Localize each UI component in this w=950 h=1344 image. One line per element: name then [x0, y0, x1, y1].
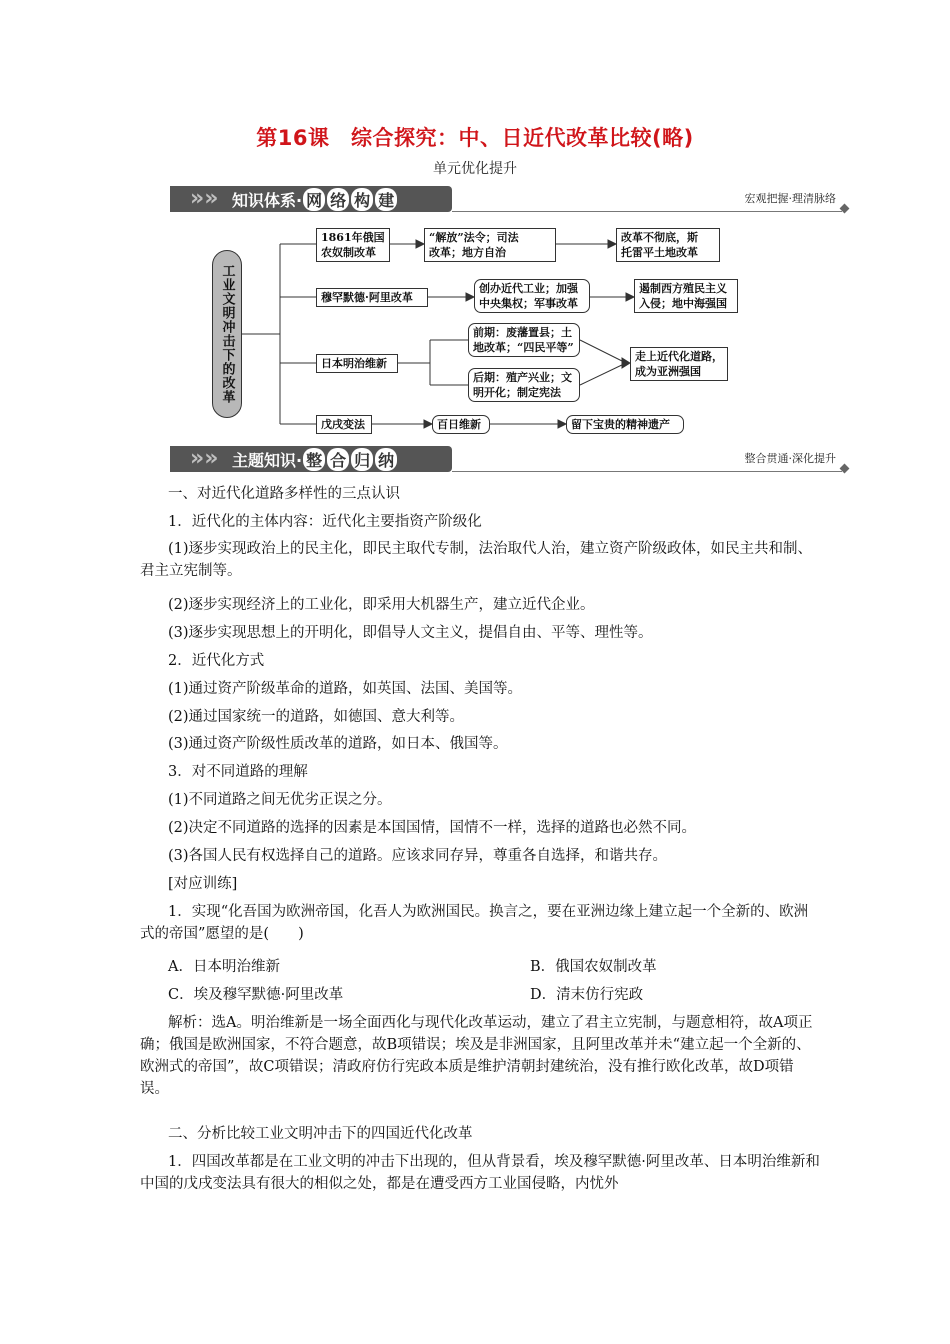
node-china-content: 百日维新 — [432, 415, 490, 434]
paragraph: 3．对不同道路的理解 — [168, 764, 308, 780]
paragraph: (3)逐步实现思想上的开明化，即倡导人文主义，提倡自由、平等、理性等。 — [168, 625, 653, 641]
node-japan-early: 前期：废藩置县；土 地改革；“四民平等” — [468, 323, 580, 357]
option-a: A．日本明治维新 — [168, 959, 280, 975]
banner-title: 知识体系· 网 络 构 建 — [232, 188, 398, 211]
paragraph: 1．四国改革都是在工业文明的冲击下出现的，但从背景看，埃及穆罕默德·阿里改革、日本明治维新和中国的戊戌变法具有很大的相似之处，都是在遭受西方工业国侵略，内忧外 — [140, 1154, 820, 1192]
root-node: 工业文明冲击下的改革 — [212, 250, 242, 418]
paragraph: (2)逐步实现经济上的工业化，即采用大机器生产，建立近代企业。 — [168, 597, 595, 613]
node-egypt-result: 遏制西方殖民主义 入侵；地中海强国 — [634, 279, 738, 313]
node-egypt-content: 创办近代工业；加强 中央集权；军事改革 — [474, 279, 590, 313]
banner-tagline: 宏观把握·理清脉络 — [744, 192, 836, 205]
section-banner-topic-knowledge — [170, 446, 852, 474]
question-stem: 1．实现“化吾国为欧洲帝国，化吾人为欧洲国民。换言之，要在亚洲边缘上建立起一个全新的、欧洲式的帝国”愿望的是( ) — [140, 904, 809, 942]
paragraph: (3)通过资产阶级性质改革的道路，如日本、俄国等。 — [168, 736, 508, 752]
heading-section-2: 二、分析比较工业文明冲击下的四国近代化改革 — [168, 1126, 473, 1142]
paragraph: (1)不同道路之间无优劣正误之分。 — [168, 792, 392, 808]
paragraph: (2)通过国家统一的道路，如德国、意大利等。 — [168, 709, 465, 725]
option-c: C．埃及穆罕默德·阿里改革 — [168, 987, 344, 1003]
node-russia-result: 改革不彻底，斯 托雷平土地改革 — [616, 228, 720, 262]
node-egypt-reform: 穆罕默德·阿里改革 — [316, 288, 428, 307]
page-subtitle: 单元优化提升 — [433, 161, 517, 177]
chevron-icon: »» — [190, 186, 219, 211]
paragraph: (1)通过资产阶级革命的道路，如英国、法国、美国等。 — [168, 681, 523, 697]
chevron-icon: »» — [190, 446, 219, 471]
banner-title: 主题知识· 整 合 归 纳 — [232, 448, 398, 471]
option-d: D．清末仿行宪政 — [530, 987, 644, 1003]
answer-analysis: 解析：选A。明治维新是一场全面西化与现代化改革运动，建立了君主立宪制，与题意相符，故A项正确；俄国是欧洲国家，不符合题意，故B项错误；埃及是非洲国家，且阿里改革并未“建立起一个全新的、欧洲式的帝国”，故C项错误；清政府仿行宪政本质是维护清朝封建统治，没有推行欧化改革，故D项错误。 — [140, 1015, 813, 1097]
option-b: B．俄国农奴制改革 — [530, 959, 657, 975]
node-japan-reform: 日本明治维新 — [316, 354, 398, 373]
paragraph: (3)各国人民有权选择自己的道路。应该求同存异，尊重各自选择，和谐共存。 — [168, 848, 668, 864]
banner-tagline: 整合贯通·深化提升 — [744, 452, 836, 465]
paragraph: (2)决定不同道路的选择的因素是本国国情，国情不一样，选择的道路也必然不同。 — [168, 820, 697, 836]
page-title: 第16课 综合探究：中、日近代改革比较(略) — [256, 126, 694, 150]
node-russia-reform: 1861年俄国 农奴制改革 — [316, 228, 390, 262]
node-japan-result: 走上近代化道路， 成为亚洲强国 — [630, 347, 728, 381]
node-china-reform: 戊戌变法 — [316, 415, 372, 434]
paragraph: 1．近代化的主体内容：近代化主要指资产阶级化 — [168, 514, 482, 530]
node-china-result: 留下宝贵的精神遗产 — [566, 415, 684, 434]
paragraph: (1)逐步实现政治上的民主化，即民主取代专制，法治取代人治，建立资产阶级政体，如民主共和制、君主立宪制等。 — [140, 541, 813, 579]
paragraph: 2．近代化方式 — [168, 653, 265, 669]
banner-rule — [452, 471, 842, 472]
node-japan-late: 后期：殖产兴业；文 明开化；制定宪法 — [468, 368, 580, 402]
exercise-label: [对应训练] — [168, 876, 238, 892]
heading-section-1: 一、对近代化道路多样性的三点认识 — [168, 486, 400, 502]
node-russia-content: “解放”法令；司法 改革；地方自治 — [424, 228, 556, 262]
